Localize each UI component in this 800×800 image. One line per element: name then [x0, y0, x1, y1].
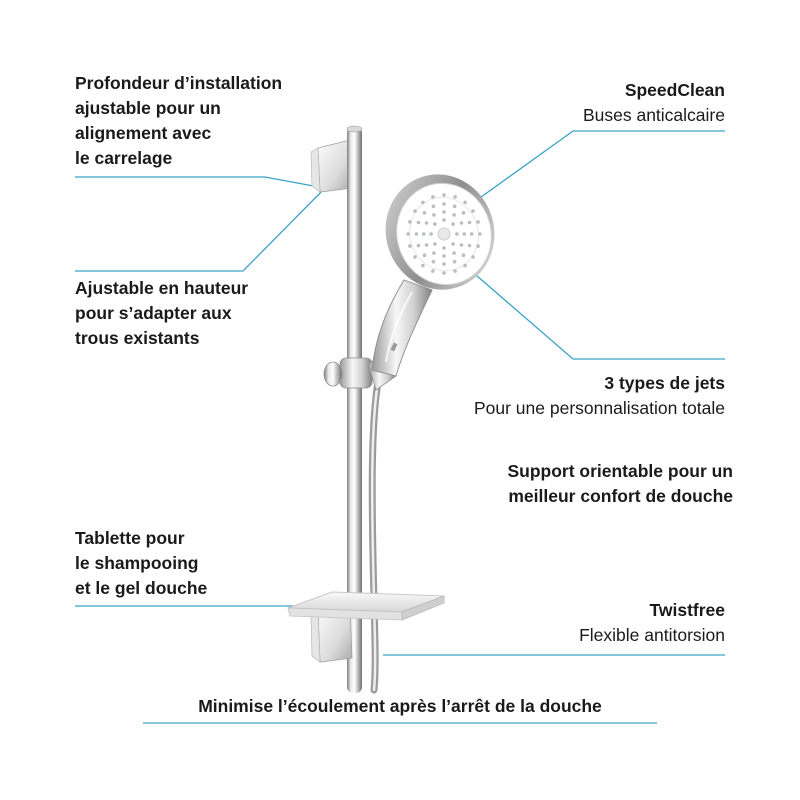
- nozzle: [431, 269, 435, 273]
- callout-subtitle: Flexible antitorsion: [579, 625, 725, 645]
- nozzle: [460, 243, 464, 247]
- nozzle: [468, 221, 472, 225]
- callout-subtitle: Buses anticalcaire: [582, 105, 725, 125]
- nozzle: [406, 232, 410, 236]
- nozzle: [463, 264, 467, 268]
- nozzle: [442, 262, 446, 266]
- callout-shelf: [75, 526, 207, 601]
- nozzle: [455, 232, 459, 236]
- nozzle: [432, 260, 436, 264]
- nozzle: [460, 221, 464, 225]
- leader-line-installation-depth: [75, 177, 335, 190]
- nozzle: [429, 232, 433, 236]
- nozzle: [423, 211, 427, 215]
- leader-line-height-adjustable: [75, 183, 330, 271]
- nozzle: [432, 213, 436, 217]
- callout-line: Tablette pour: [75, 528, 185, 548]
- nozzle: [417, 221, 421, 225]
- callout-line: meilleur confort de douche: [508, 486, 733, 506]
- callout-subtitle: Pour une personnalisation totale: [473, 398, 725, 418]
- nozzle: [442, 254, 446, 258]
- callout-speedclean: [583, 78, 725, 128]
- callout-line: le shampooing: [75, 553, 199, 573]
- hand-shower: [371, 160, 510, 376]
- nozzle: [478, 232, 482, 236]
- callout-line: le carrelage: [75, 148, 173, 168]
- nozzle: [425, 243, 429, 247]
- callout-line: Profondeur d’installation: [75, 73, 283, 93]
- nozzle: [417, 244, 421, 248]
- nozzle: [442, 202, 446, 206]
- nozzle: [433, 222, 437, 226]
- nozzle: [421, 264, 425, 268]
- nozzle: [468, 244, 472, 248]
- nozzle: [462, 232, 466, 236]
- nozzle: [471, 209, 475, 213]
- nozzle: [453, 269, 457, 273]
- nozzle: [452, 251, 456, 255]
- nozzle: [471, 255, 475, 259]
- callout-installation-depth: [75, 71, 282, 171]
- nozzle: [451, 222, 455, 226]
- callout-title: SpeedClean: [624, 80, 725, 100]
- nozzle: [432, 205, 436, 209]
- callout-title: Minimise l’écoulement après l’arrêt de la douche: [198, 696, 602, 716]
- nozzle: [431, 195, 435, 199]
- nozzle: [463, 201, 467, 205]
- nozzle: [422, 232, 426, 236]
- nozzle: [462, 211, 466, 215]
- callout-spray-types: [474, 371, 725, 421]
- nozzle: [442, 271, 446, 275]
- callout-title: 3 types de jets: [604, 373, 725, 393]
- nozzle: [452, 213, 456, 217]
- callout-height-adjustable: [75, 276, 248, 351]
- leader-line-spray-types: [447, 250, 725, 359]
- nozzle: [442, 218, 446, 222]
- nozzle: [476, 244, 480, 248]
- callout-title: Twistfree: [649, 600, 725, 620]
- callout-line: pour s’adapter aux: [75, 303, 232, 323]
- nozzle: [415, 232, 419, 236]
- callout-line: Support orientable pour un: [507, 461, 733, 481]
- callout-line: alignement avec: [75, 123, 212, 143]
- nozzle: [453, 195, 457, 199]
- soap-shelf: [288, 592, 444, 620]
- nozzle: [442, 193, 446, 197]
- callout-line: Ajustable en hauteur: [75, 278, 249, 298]
- nozzle: [413, 255, 417, 259]
- callout-twistfree: [579, 598, 725, 648]
- nozzle: [425, 221, 429, 225]
- top-wall-bracket: [311, 140, 352, 192]
- nozzle: [408, 244, 412, 248]
- nozzle: [476, 220, 480, 224]
- leader-line-speedclean: [470, 131, 725, 205]
- nozzle: [470, 232, 474, 236]
- nozzle: [423, 253, 427, 257]
- callout-drip-reduction: [0, 694, 800, 719]
- nozzle: [451, 242, 455, 246]
- nozzle: [421, 201, 425, 205]
- nozzle: [462, 253, 466, 257]
- nozzle: [432, 251, 436, 255]
- nozzle: [408, 220, 412, 224]
- nozzle: [413, 209, 417, 213]
- callout-line: ajustable pour un: [75, 98, 221, 118]
- nozzle: [433, 242, 437, 246]
- callout-line: trous existants: [75, 328, 200, 348]
- nozzle: [453, 260, 457, 264]
- callout-swivel-holder: [507, 459, 733, 509]
- callout-line: et le gel douche: [75, 578, 208, 598]
- nozzle: [442, 246, 446, 250]
- nozzle: [453, 205, 457, 209]
- nozzle: [442, 210, 446, 214]
